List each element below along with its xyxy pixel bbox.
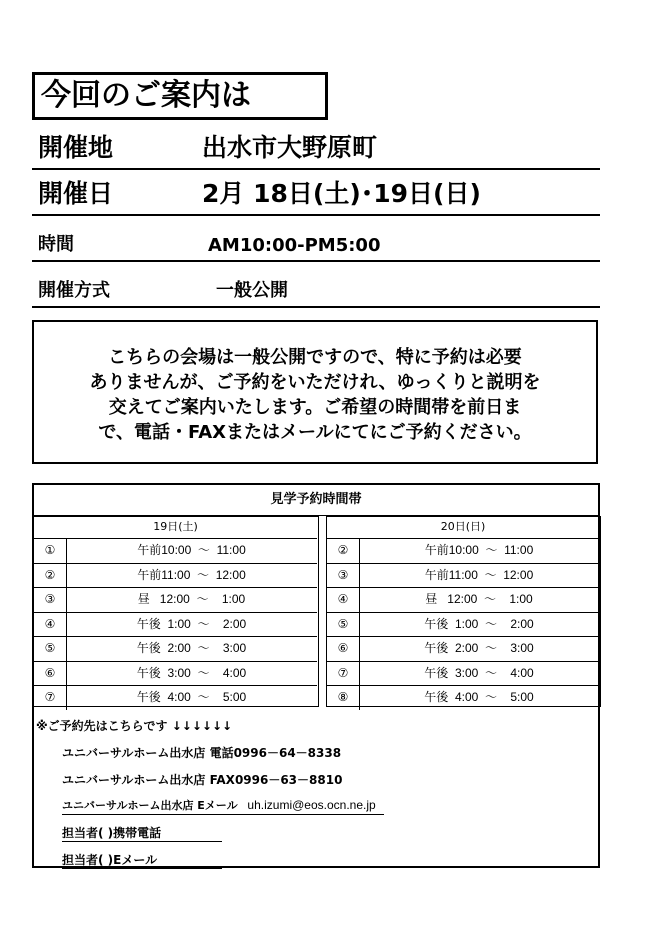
slot-time: 昼 12:00 ～ 1:00 — [137, 592, 246, 606]
slot-time: 午後 2:00 ～ 3:00 — [424, 641, 534, 655]
slot-number: ③ — [327, 564, 360, 588]
slot-time: 午前11:00 ～ 12:00 — [137, 567, 246, 582]
time-label: 時間 — [38, 234, 74, 255]
time-slot-row — [327, 686, 599, 710]
contact-email-label: ユニバーサルホーム出水店 Eメール — [62, 799, 238, 812]
notice-line: 交えてご案内いたします。ご希望の時間帯を前日ま — [108, 397, 522, 418]
day2-header: 20日(日) — [327, 517, 599, 539]
time-slot-row — [34, 637, 317, 662]
contact-email-line — [62, 797, 376, 813]
time-slot-row — [34, 662, 317, 687]
slot-number: ④ — [34, 613, 67, 637]
method-row — [32, 276, 600, 308]
page-title: 今回のご案内は — [32, 72, 328, 120]
date-value: 2月 18日(土)･19日(日) — [202, 179, 481, 208]
person-phone: 担当者( )携帯電話 — [62, 826, 162, 840]
time-slot-row — [327, 662, 599, 687]
notice-box — [32, 320, 598, 464]
method-label: 開催方式 — [38, 280, 110, 301]
slot-time: 午後 3:00 ～ 4:00 — [424, 665, 534, 680]
time-value: AM10:00-PM5:00 — [208, 235, 381, 256]
slot-time: 午後 2:00 ～ 3:00 — [136, 641, 247, 655]
day1-header: 19日(土) — [34, 517, 317, 539]
contact-heading: ※ご予約先はこちらです ↓↓↓↓↓↓ — [36, 719, 233, 733]
person-email: 担当者( )Eメール — [62, 853, 158, 867]
contact-email-address[interactable]: uh.izumi@eos.ocn.ne.jp — [247, 798, 376, 812]
slot-number: ② — [34, 564, 67, 588]
time-slot-row — [34, 588, 317, 613]
time-slot-row — [327, 588, 599, 613]
time-slot-row — [34, 686, 317, 710]
slot-number: ⑥ — [34, 662, 67, 686]
slot-number: ① — [34, 539, 67, 563]
slot-number: ⑥ — [327, 637, 360, 661]
slot-time: 午前10:00 ～ 11:00 — [137, 543, 246, 557]
slot-time: 午後 1:00 ～ 2:00 — [136, 616, 247, 631]
time-slot-row — [34, 564, 317, 589]
slot-time: 午後 4:00 ～ 5:00 — [136, 690, 247, 704]
notice-line: こちらの会場は一般公開ですので、特に予約は必要 — [108, 347, 522, 368]
contact-phone: ユニバーサルホーム出水店 電話0996－64－8338 — [62, 746, 342, 760]
schedule-title: 見学予約時間帯 — [34, 485, 598, 516]
time-row — [32, 228, 600, 262]
time-slot-row — [34, 539, 317, 564]
contact-fax: ユニバーサルホーム出水店 FAX0996－63－8810 — [62, 773, 343, 787]
underline — [62, 814, 384, 815]
date-row — [32, 170, 600, 216]
venue-label: 開催地 — [38, 133, 114, 162]
slot-number: ⑦ — [327, 662, 360, 686]
slot-number: ④ — [327, 588, 360, 612]
time-slot-row — [327, 637, 599, 662]
slot-number: ⑤ — [34, 637, 67, 661]
slot-time: 午前10:00 ～ 11:00 — [424, 543, 534, 557]
slot-time: 午前11:00 ～ 12:00 — [424, 567, 534, 582]
method-value: 一般公開 — [216, 280, 288, 301]
slot-number: ⑤ — [327, 613, 360, 637]
slot-number: ② — [327, 539, 360, 563]
notice-line: ありませんが、ご予約をいただけれ、ゆっくりと説明を — [89, 372, 541, 393]
day1-column — [34, 517, 317, 710]
underline — [62, 868, 222, 869]
day2-column — [327, 517, 599, 710]
date-label: 開催日 — [38, 179, 114, 208]
venue-value: 出水市大野原町 — [202, 133, 378, 162]
slot-time: 午後 4:00 ～ 5:00 — [424, 690, 534, 704]
slot-time: 午後 3:00 ～ 4:00 — [136, 665, 247, 680]
time-slot-row — [327, 564, 599, 589]
notice-line: で、電話・FAXまたはメールにてにご予約ください。 — [98, 422, 532, 443]
slot-number: ⑧ — [327, 686, 360, 710]
time-slot-row — [34, 613, 317, 638]
time-slot-row — [327, 613, 599, 638]
slot-number: ⑦ — [34, 686, 67, 710]
slot-time: 昼 12:00 ～ 1:00 — [425, 592, 533, 606]
underline — [62, 841, 222, 842]
time-slot-row — [327, 539, 599, 564]
slot-number: ③ — [34, 588, 67, 612]
slot-time: 午後 1:00 ～ 2:00 — [424, 616, 534, 631]
venue-row — [32, 122, 600, 170]
